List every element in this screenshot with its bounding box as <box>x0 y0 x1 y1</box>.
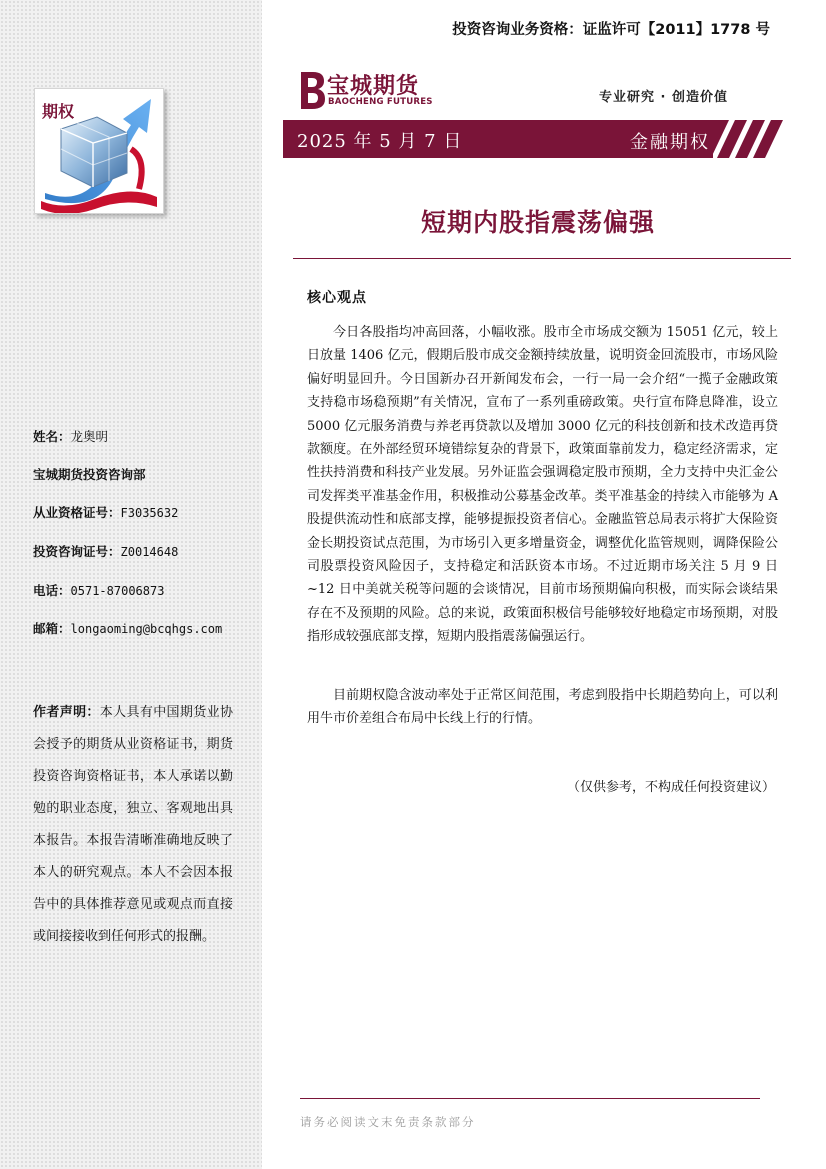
email-value[interactable]: longaoming@bcqhgs.com <box>70 622 223 636</box>
body-paragraph-2: 目前期权隐含波动率处于正常区间范围，考虑到股指中长期趋势向上，可以利用牛市价差组合布局中长线上行的行情。 <box>307 688 778 727</box>
qualification-number <box>33 504 178 522</box>
cover-image <box>34 88 164 214</box>
logo-english-text: BAOCHENG FUTURES <box>328 97 433 107</box>
author-name-label: 姓名： <box>33 429 71 444</box>
footer-text: 请务必阅读文末免责条款部分 <box>300 1115 476 1129</box>
consult-label: 投资咨询证号： <box>33 544 121 559</box>
author-department <box>33 466 146 484</box>
footer-divider <box>300 1098 760 1099</box>
title-divider <box>293 258 791 259</box>
email-label: 邮箱： <box>33 621 71 636</box>
author-name-value: 龙奥明 <box>70 429 109 444</box>
section-title: 核心观点 <box>307 290 367 306</box>
logo-chinese-text: 宝城期货 <box>327 74 420 99</box>
disclaimer-note: （仅供参考，不构成任何投资建议） <box>566 780 775 795</box>
body-paragraph-1: 今日各股指均冲高回落，小幅收涨。股市全市场成交额为 15051 亿元，较上日放量 1406 亿元，假期后股市成交金额持续放量，说明资金回流股市，市场风险偏好明显回升。今日国新办召开新闻发布会，一行一局一会介绍“一揽子金融政策支持稳市场稳预期”有关情况，宣布了一系列重磅政策。央行宣布降息降准，设立 5000 亿元服务消费与养老再贷款以及增加 3000 亿元的科技创新和技术改造再贷款额度。在外部经贸环境错综复杂的背景下，政策面靠前发力，稳定经济需求，定性扶持消费和科技产业发展。另外证监会强调稳定股市预期，全力支持中央汇金公司发挥类平准基金作用，积极推动公募基金改革。类平准基金的持续入市能够为 A 股提供流动性和底部支撑，能够提振投资者信心。金融监管总局表示将扩大保险资金长期投资试点范围，为市场引入更多增量资金，调整优化监管规则，调降保险公司股票投资风险因子，支持稳定和活跃资本市场。不过近期市场关注 5 月 9 日~12 日中美就关税等问题的会谈情况，目前市场预期偏向积极，而实际会谈结果存在不及预期的风险。总的来说，政策面积极信号能够较好地稳定市场预期，对股指形成较强底部支撑，短期内股指震荡偏强运行。 <box>307 325 778 645</box>
phone-value: 0571-87006873 <box>70 584 165 598</box>
declaration-text: 本人具有中国期货业协会授予的期货从业资格证书，期货投资咨询资格证书，本人承诺以勤勉的职业态度，独立、客观地出具本报告。本报告清晰准确地反映了本人的研究观点。本人不会因本报告中的具体推荐意见或观点而直接或间接接收到任何形式的报酬。 <box>33 705 233 944</box>
qualification-value: F3035632 <box>120 506 179 520</box>
phone-label: 电话： <box>33 583 71 598</box>
email <box>33 620 222 638</box>
author-declaration <box>33 697 233 953</box>
declaration-label: 作者声明： <box>33 705 100 720</box>
report-date: 2025 年 5 月 7 日 <box>297 131 463 152</box>
author-department-value: 宝城期货投资咨询部 <box>33 467 146 482</box>
sidebar <box>0 0 262 1169</box>
consult-number <box>33 543 178 561</box>
license-text: 投资咨询业务资格：证监许可【2011】1778 号 <box>452 22 770 38</box>
cover-label: 期权 <box>42 102 75 121</box>
company-logo <box>297 68 437 112</box>
report-category: 金融期权 <box>630 132 710 153</box>
phone <box>33 582 164 600</box>
author-name <box>33 428 108 446</box>
slogan: 专业研究 · 创造价值 <box>599 90 728 105</box>
qualification-label: 从业资格证号： <box>33 505 121 520</box>
consult-value: Z0014648 <box>120 545 179 559</box>
logo-b-icon <box>297 68 327 112</box>
report-title: 短期内股指震荡偏强 <box>420 208 655 237</box>
